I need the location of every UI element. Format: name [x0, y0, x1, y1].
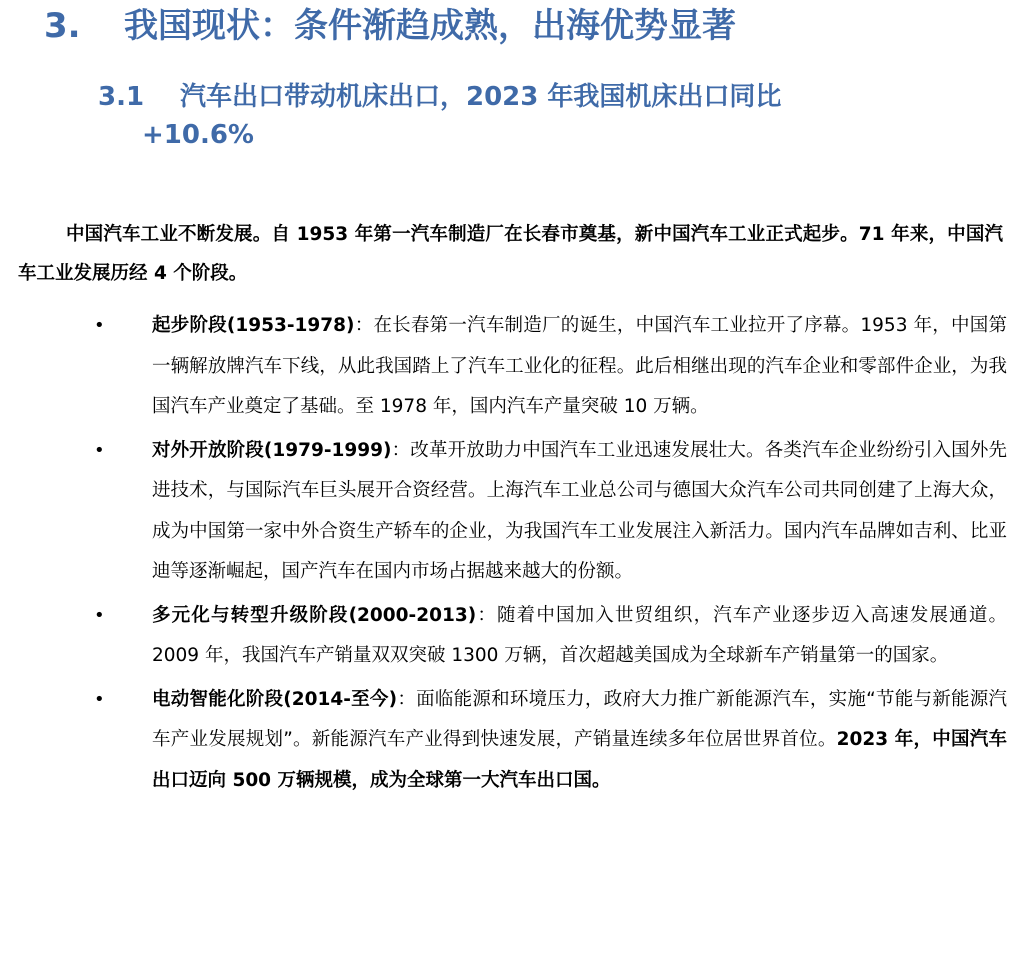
stage-separator: ： [391, 439, 411, 461]
section-title: 我国现状：条件渐趋成熟，出海优势显著 [124, 6, 736, 46]
stage-item [0, 680, 1019, 802]
stage-term: 电动智能化阶段(2014-至今) [152, 688, 398, 710]
subsection-heading [98, 78, 998, 154]
stage-separator: ： [354, 315, 374, 336]
stage-item [0, 306, 1019, 428]
stage-term: 多元化与转型升级阶段(2000-2013) [152, 604, 477, 626]
bullet-icon: • [94, 604, 105, 626]
stage-term: 起步阶段(1953-1978) [152, 315, 355, 336]
stage-text: 面临能源和环境压力，政府大力推广新能源汽车，实施“节能与新能源汽车产业发展规划”。新能源汽车产业得到快速发展，产销量连续多年位居世界首位。 [152, 688, 1007, 750]
stage-text: 随着中国加入世贸组织，汽车产业逐步迈入高速发展通道。2009 年，我国汽车产销量双双突破 1300 万辆，首次超越美国成为全球新车产销量第一的国家。 [152, 604, 1007, 666]
stage-item [0, 431, 1019, 593]
subsection-title-line2: +10.6% [142, 120, 254, 150]
stage-list [0, 306, 1019, 804]
stage-item [0, 596, 1019, 677]
stage-term: 对外开放阶段(1979-1999) [152, 439, 392, 461]
bullet-icon: • [94, 315, 105, 336]
intro-paragraph: 中国汽车工业不断发展。自 1953 年第一汽车制造厂在长春市奠基，新中国汽车工业正式起步。71 年来，中国汽车工业发展历经 4 个阶段。 [18, 223, 1003, 284]
section-number: 3. [44, 6, 81, 46]
section-heading [44, 4, 736, 48]
subsection-number: 3.1 [98, 82, 145, 112]
stage-text: 在长春第一汽车制造厂的诞生，中国汽车工业拉开了序幕。1953 年，中国第一辆解放牌汽车下线，从此我国踏上了汽车工业化的征程。此后相继出现的汽车企业和零部件企业，为我国汽车产业奠定了基础。至 1978 年，国内汽车产量突破 10 万辆。 [152, 315, 1007, 417]
stage-emphasis: 2023 年，中国汽车出口迈向 500 万辆规模，成为全球第一大汽车出口国。 [152, 729, 1008, 791]
bullet-icon: • [94, 688, 105, 710]
stage-separator: ： [397, 688, 417, 710]
stage-text: 改革开放助力中国汽车工业迅速发展壮大。各类汽车企业纷纷引入国外先进技术，与国际汽车巨头展开合资经营。上海汽车工业总公司与德国大众汽车公司共同创建了上海大众，成为中国第一家中外合资生产轿车的企业，为我国汽车工业发展注入新活力。国内汽车品牌如吉利、比亚迪等逐渐崛起，国产汽车在国内市场占据越来越大的份额。 [152, 439, 1007, 582]
stage-separator: ： [476, 604, 497, 626]
bullet-icon: • [94, 439, 105, 461]
subsection-title-line1: 汽车出口带动机床出口，2023 年我国机床出口同比 [180, 82, 782, 112]
